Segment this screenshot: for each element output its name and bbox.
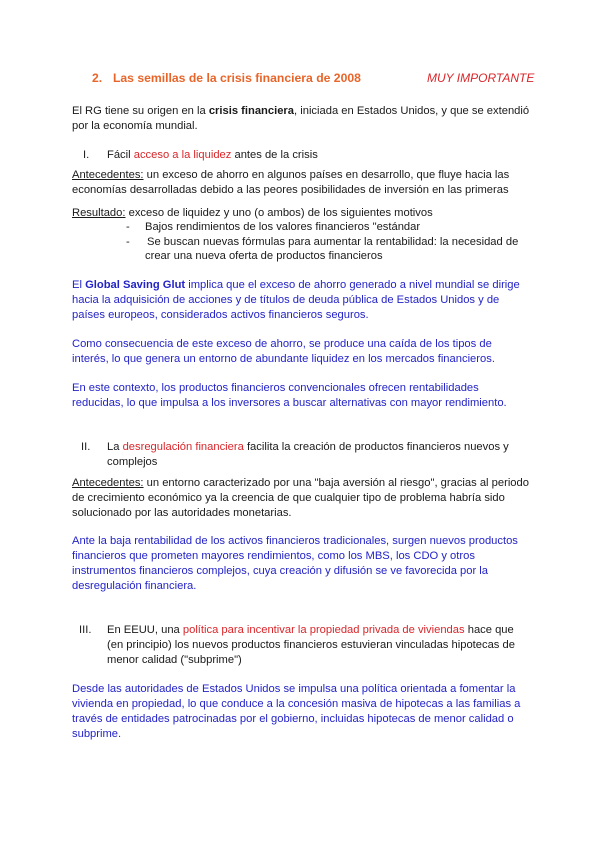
section-number: 2. xyxy=(92,71,103,85)
intro-text-continued: , iniciada en Estados Unidos, y que se extendió xyxy=(294,105,530,117)
point2-heading-pre: La xyxy=(107,441,123,453)
point1-note2-line-2: interés, lo que genera un entorno de abundante liquidez en los mercados financieros. xyxy=(72,353,495,365)
note1-bold-term: Global Saving Glut xyxy=(85,279,186,291)
point1-antecedentes-label: Antecedentes: xyxy=(72,169,144,181)
point3-highlight: política para incentivar la propiedad privada de viviendas xyxy=(182,624,465,636)
intro-bold-term: crisis financiera xyxy=(208,105,295,117)
point2-numeral: II. xyxy=(81,441,91,453)
point1-resultado-label: Resultado: xyxy=(72,207,126,219)
point2-antecedentes-label: Antecedentes: xyxy=(72,477,144,489)
point1-heading-post: antes de la crisis xyxy=(231,149,318,161)
point3-note-line-2: vivienda en propiedad, lo que conduce a la concesión masiva de hipotecas a las familias a xyxy=(72,698,521,710)
point1-note1-line-2: hacia la adquisición de acciones y de títulos de deuda pública de Estados Unidos y de xyxy=(72,294,500,306)
point3-note-line-4: subprime. xyxy=(72,728,122,740)
point1-resultado-text: exceso de liquidez y uno (o ambos) de los siguientes motivos xyxy=(125,207,433,219)
point1-antecedentes-line-1 xyxy=(72,168,509,183)
point3-note-line-3: través de entidades patrocinadas por el gobierno, incluidas hipotecas de menor calidad o xyxy=(72,713,514,725)
bullet-2-text-line-1: Se buscan nuevas fórmulas para aumentar la rentabilidad: la necesidad de xyxy=(147,236,519,248)
point1-note2-line-1: Como consecuencia de este exceso de ahorro, se produce una caída de los tipos de xyxy=(72,338,492,350)
point3-note-line-1: Desde las autoridades de Estados Unidos se impulsa una política orientada a fomentar la xyxy=(72,683,516,695)
point2-note-line-3: instrumentos financieros complejos, cuya creación y difusión se ve favorecida por la xyxy=(72,565,489,577)
point3-numeral: III. xyxy=(79,624,92,636)
point2-note-line-4: desregulación financiera. xyxy=(72,580,197,592)
note1-text: implica que el exceso de ahorro generado a nivel mundial se dirige xyxy=(185,279,520,291)
section-title: Las semillas de la crisis financiera de 2008 xyxy=(112,71,361,85)
point2-antecedentes-line-3: solucionado por las autoridades monetarias. xyxy=(72,507,292,519)
bullet-dash: - xyxy=(126,221,130,233)
intro-text: El RG tiene su origen en la xyxy=(72,105,209,117)
intro-line-1 xyxy=(72,104,529,119)
point2-antecedentes-line-2: de crecimiento económico ya la creencia de que cualquier tipo de problema habría sido xyxy=(72,492,505,504)
point2-note-line-2: financieros que prometen mayores rendimientos, como los MBS, los CDO y otros xyxy=(72,550,475,562)
point1-resultado xyxy=(72,206,433,221)
point2-note-line-1: Ante la baja rentabilidad de los activos financieros tradicionales, surgen nuevos productos xyxy=(72,535,518,547)
point3-heading-line-3: menor calidad ("subprime") xyxy=(107,654,242,666)
point2-heading-line-1 xyxy=(107,440,509,455)
bullet-dash: - xyxy=(126,236,130,248)
intro-line-2: por la economía mundial. xyxy=(72,120,198,132)
importance-label: MUY IMPORTANTE xyxy=(427,71,535,85)
point1-heading-pre: Fácil xyxy=(107,149,134,161)
note1-pre: El xyxy=(72,279,86,291)
bullet-2-text-line-2: crear una nueva oferta de productos financieros xyxy=(145,250,383,262)
point1-note3-line-2: reducidas, lo que impulsa a los inversores a buscar alternativas con mayor rendimiento. xyxy=(72,397,507,409)
point1-highlight: acceso a la liquidez xyxy=(133,149,232,161)
point2-highlight: desregulación financiera xyxy=(122,441,244,453)
point3-heading-pre: En EEUU, una xyxy=(107,624,183,636)
point1-antecedentes-text: un exceso de ahorro en algunos países en desarrollo, que fluye hacia las xyxy=(143,169,510,181)
point2-heading-post: facilita la creación de productos financieros nuevos y xyxy=(243,441,509,453)
point1-note1-line-3: países europeos, considerados activos financieros seguros. xyxy=(72,309,369,321)
point3-heading-line-1 xyxy=(107,623,514,638)
point1-antecedentes-line-2: economías desarrolladas debido a las peores posibilidades de inversión en las primeras xyxy=(72,184,509,196)
section-heading xyxy=(92,71,361,85)
point2-heading-line-2: complejos xyxy=(107,456,158,468)
point1-heading xyxy=(107,148,318,163)
point2-antecedentes-text: un entorno caracterizado por una "baja aversión al riesgo", gracias al periodo xyxy=(143,477,529,489)
point3-heading-line-2: (en principio) los nuevos productos financieros estuvieran vinculadas hipotecas de xyxy=(107,639,515,651)
point1-numeral: I. xyxy=(83,149,90,161)
point2-antecedentes-line-1 xyxy=(72,476,529,491)
point1-note3-line-1: En este contexto, los productos financieros convencionales ofrecen rentabilidades xyxy=(72,382,479,394)
point3-heading-post: hace que xyxy=(464,624,514,636)
bullet-1-text: Bajos rendimientos de los valores financieros "estándar xyxy=(145,221,421,233)
point1-note1-line-1 xyxy=(72,278,520,293)
